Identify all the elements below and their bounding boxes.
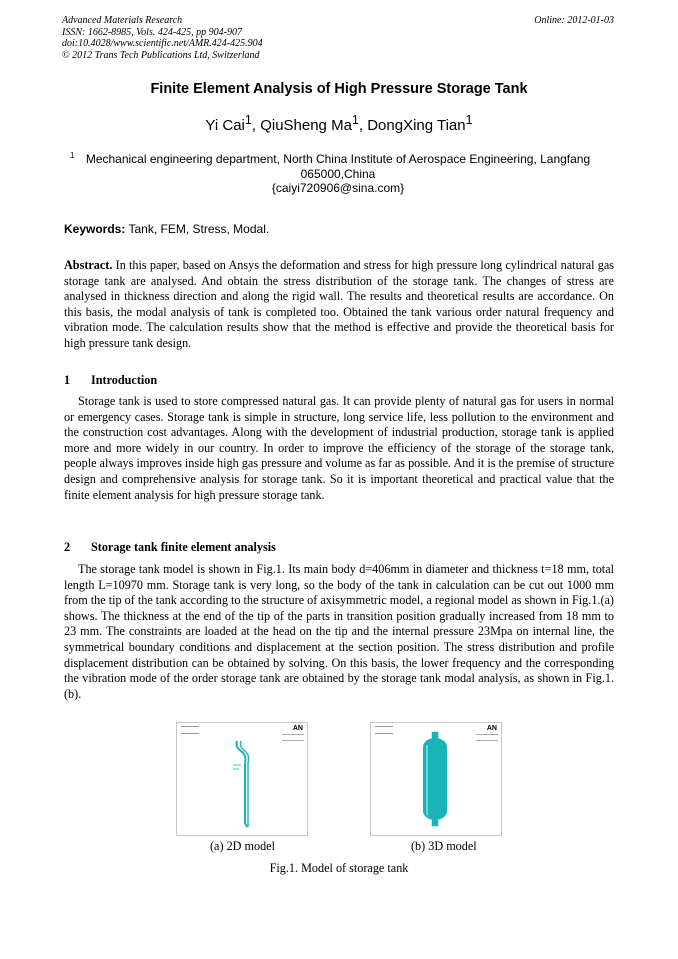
keywords-label: Keywords: [64, 222, 126, 236]
figure-3d-model [370, 722, 502, 836]
author-list: Yi Cai$^1$, QiuSheng Ma$^1$, DongXing Tian$^1$ [205, 113, 473, 134]
section-heading [64, 373, 157, 388]
ansys-logo: AN [486, 725, 497, 732]
figure-2d-model [176, 722, 308, 836]
section-heading [64, 540, 276, 555]
affiliation-line: 065000,China [300, 166, 376, 181]
ansys-logo: AN [292, 725, 303, 732]
running-header [62, 15, 263, 61]
author-affil-mark: 1 [351, 113, 359, 127]
paper-title: Finite Element Analysis of High Pressure Storage Tank [150, 81, 528, 97]
author-affil-mark: 1 [244, 113, 252, 127]
copyright-line: © 2012 Trans Tech Publications Ltd, Switzerland [62, 49, 260, 61]
affiliation-mark: 1 [70, 151, 75, 160]
affiliation-line: Mechanical engineering department, North China Institute of Aerospace Engineering, Langfang [85, 152, 591, 166]
section-title: Introduction [91, 373, 158, 387]
online-date: Online: 2012-01-03 [534, 15, 614, 26]
abstract-text: In this paper, based on Ansys the deformation and stress for high pressure long cylindrical natural gas storage tank are analysed. And obtain the stress distribution of the storage tank. The changes of stress are analysed in thickness direction and along the rigid wall. The results and theoretical results are accordance. On this basis, the modal analysis of tank is completed too. Obtained the tank various order natural frequency and vibration mode. The calculation results show that the method is effective and provide the theoretical basis for high pressure tank design. [64, 258, 614, 350]
axisymmetric-profile-drawing [177, 723, 307, 835]
section-number: 2 [64, 540, 71, 554]
journal-name: Advanced Materials Research [62, 15, 183, 26]
author-name: DongXing Tian [367, 117, 466, 134]
section-body: Storage tank is used to store compressed natural gas. It can provide plenty of natural gas for users in normal or emergency cases. Storage tank is simple in structure, long service life, less pollution to the environment and the construction cost advantages. Along with the development of industrial production, storage tank is applied more and more widely in our country. In order to improve the efficiency of the storage of the storage tank, people always improves inside high gas pressure and volume as far as possible. And it is the premise of structure design and comprehensive analysis for storage tank. So it is important theoretical and practical value that the finite element analysis for high pressure storage tank. [64, 394, 614, 502]
affiliation [62, 152, 614, 196]
figure-caption: Fig.1. Model of storage tank [269, 861, 409, 875]
keywords-text: Tank, FEM, Stress, Modal. [128, 222, 270, 236]
subfigure-caption: (b) 3D model [411, 839, 477, 853]
author-name: Yi Cai [205, 117, 245, 134]
author-affil-mark: 1 [465, 113, 473, 127]
email: {caiyi720906@sina.com} [271, 181, 405, 195]
section-number: 1 [64, 373, 71, 387]
abstract [64, 258, 614, 352]
author-name: QiuSheng Ma [260, 117, 352, 134]
doi-line: doi:10.4028/www.scientific.net/AMR.424-425.904 [62, 38, 263, 50]
abstract-label: Abstract. [64, 258, 113, 272]
subfigure-caption: (a) 2D model [210, 839, 275, 853]
section-title: Storage tank finite element analysis [91, 540, 276, 554]
keywords [64, 222, 269, 236]
section-body: The storage tank model is shown in Fig.1. Its main body d=406mm in diameter and thickness t=18 mm, total length L=10970 mm. Storage tank is very long, so the body of the tank in calculation can be cut out 1000 mm from the tip of the tank according to the structure of axisymmetric model, a regional model as shown in Fig.1.(a) shows. The thickness at the end of the tip of the parts in transition position gradually increased from 18 mm to 23 mm. The constraints are loaded at the head on the tip and the internal pressure 23Mpa on internal line, the symmetrical boundary conditions and displacement at the section position. The stress distribution and profile displacement distribution can be obtained by solving. On this basis, the lower frequency and the corresponding the vibration mode of the order storage tank are obtained by the storage tank modal analysis, as shown in Fig.1. (b). [64, 562, 614, 701]
issn-line: ISSN: 1662-8985, Vols. 424-425, pp 904-907 [62, 26, 242, 38]
tank-3d-drawing [371, 723, 501, 835]
